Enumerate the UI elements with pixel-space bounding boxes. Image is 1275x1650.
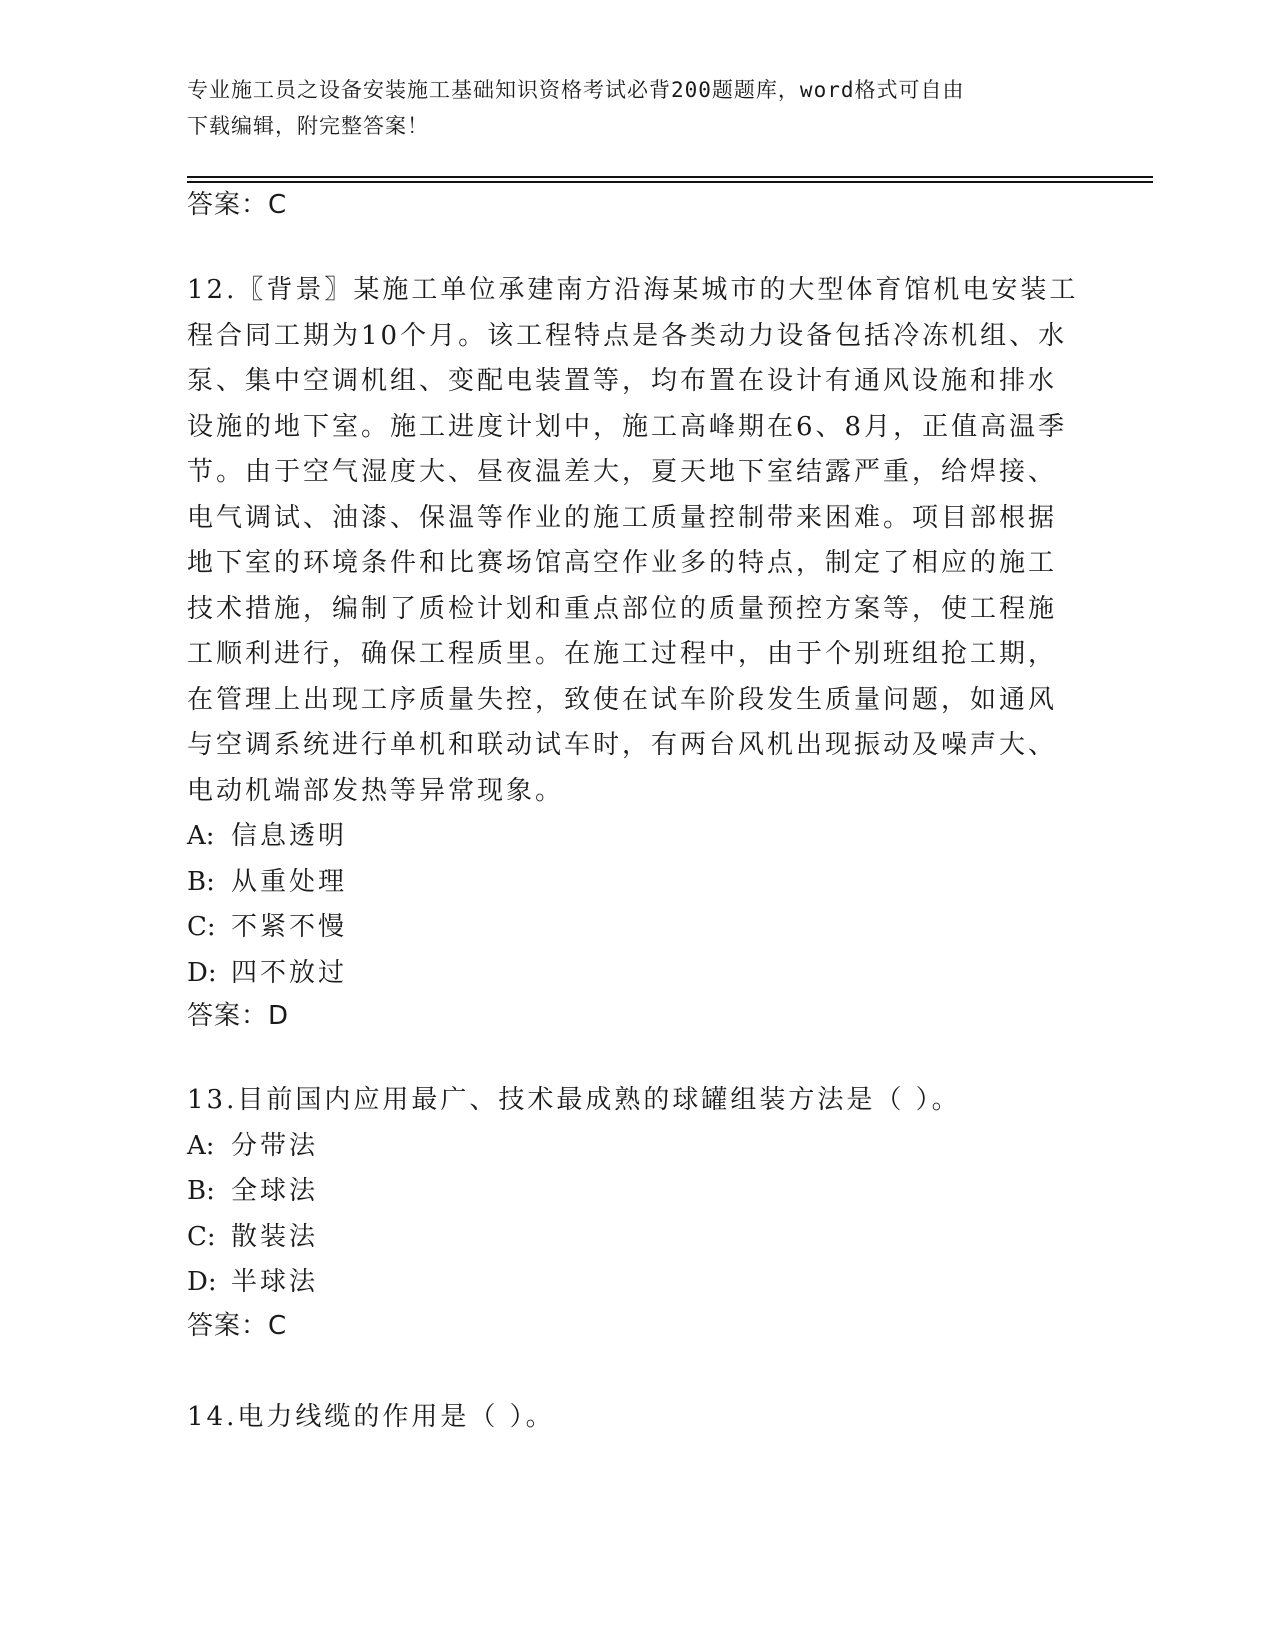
option-key: A: xyxy=(187,1130,215,1161)
question-12-text xyxy=(187,268,1087,814)
question-13-answer: 答案：C xyxy=(187,1310,288,1341)
header-divider-top xyxy=(187,176,1153,178)
question-13-option-c xyxy=(187,1215,1087,1261)
question-12-option-b xyxy=(187,860,1087,906)
header-line-1: 专业施工员之设备安装施工基础知识资格考试必背200题题库，word格式可自由 xyxy=(187,78,965,102)
question-13-option-a xyxy=(187,1124,1087,1170)
question-12-line: 地下室的环境条件和比赛场馆高空作业多的特点，制定了相应的施工 xyxy=(187,548,1058,578)
question-12-line: 电动机端部发热等异常现象。 xyxy=(187,775,565,806)
option-text: 四不放过 xyxy=(231,957,348,988)
question-12-line: 在管理上出现工序质量失控，致使在试车阶段发生质量问题，如通风 xyxy=(187,684,1058,715)
question-12-line: 节。由于空气湿度大、昼夜温差大，夏天地下室结露严重，给焊接、 xyxy=(187,457,1058,487)
option-text: 分带法 xyxy=(231,1130,319,1161)
question-12-line: 泵、集中空调机组、变配电装置等，均布置在设计有通风设施和排水 xyxy=(187,366,1058,396)
question-13-option-b xyxy=(187,1169,1087,1215)
question-14-text: 14.电力线缆的作用是（ ）。 xyxy=(187,1402,555,1432)
option-key: C: xyxy=(187,1221,216,1252)
document-header xyxy=(187,72,1077,144)
question-13 xyxy=(187,1078,1087,1346)
option-text: 信息透明 xyxy=(231,821,348,851)
option-text: 散装法 xyxy=(231,1221,319,1252)
option-key: B: xyxy=(187,866,215,897)
option-text: 不紧不慢 xyxy=(231,912,348,942)
question-12-option-c xyxy=(187,905,1087,951)
question-12-option-a xyxy=(187,814,1087,860)
previous-answer: 答案：C xyxy=(187,190,288,220)
question-13-text: 13.目前国内应用最广、技术最成熟的球罐组装方法是（ ）。 xyxy=(187,1085,961,1115)
question-12 xyxy=(187,268,1087,1036)
question-12-answer: 答案：D xyxy=(187,1001,290,1031)
question-12-line: 技术措施，编制了质检计划和重点部位的质量预控方案等，使工程施 xyxy=(187,593,1058,624)
question-12-line: 程合同工期为10个月。该工程特点是各类动力设备包括冷冻机组、水 xyxy=(187,320,1068,351)
question-13-option-d xyxy=(187,1260,1087,1306)
header-line-2: 下载编辑，附完整答案！ xyxy=(187,114,429,138)
question-12-line: 与空调系统进行单机和联动试车时，有两台风机出现振动及噪声大、 xyxy=(187,730,1058,760)
option-text: 半球法 xyxy=(231,1267,319,1297)
option-text: 全球法 xyxy=(231,1176,319,1206)
question-12-line: 工顺利进行，确保工程质里。在施工过程中，由于个别班组抢工期， xyxy=(187,639,1058,669)
option-key: D: xyxy=(187,1267,217,1297)
option-key: C: xyxy=(187,912,216,942)
question-12-line: 设施的地下室。施工进度计划中，施工高峰期在6、8月，正值高温季 xyxy=(187,411,1068,442)
question-14 xyxy=(187,1395,1087,1441)
question-12-line: 电气调试、油漆、保温等作业的施工质量控制带来困难。项目部根据 xyxy=(187,502,1058,533)
option-key: A: xyxy=(187,821,215,851)
question-12-line: 12.〖背景〗某施工单位承建南方沿海某城市的大型体育馆机电安装工 xyxy=(187,275,1079,305)
option-text: 从重处理 xyxy=(231,866,348,897)
option-key: D: xyxy=(187,957,217,988)
question-12-option-d xyxy=(187,951,1087,997)
header-divider-bottom xyxy=(187,181,1153,183)
option-key: B: xyxy=(187,1176,215,1206)
